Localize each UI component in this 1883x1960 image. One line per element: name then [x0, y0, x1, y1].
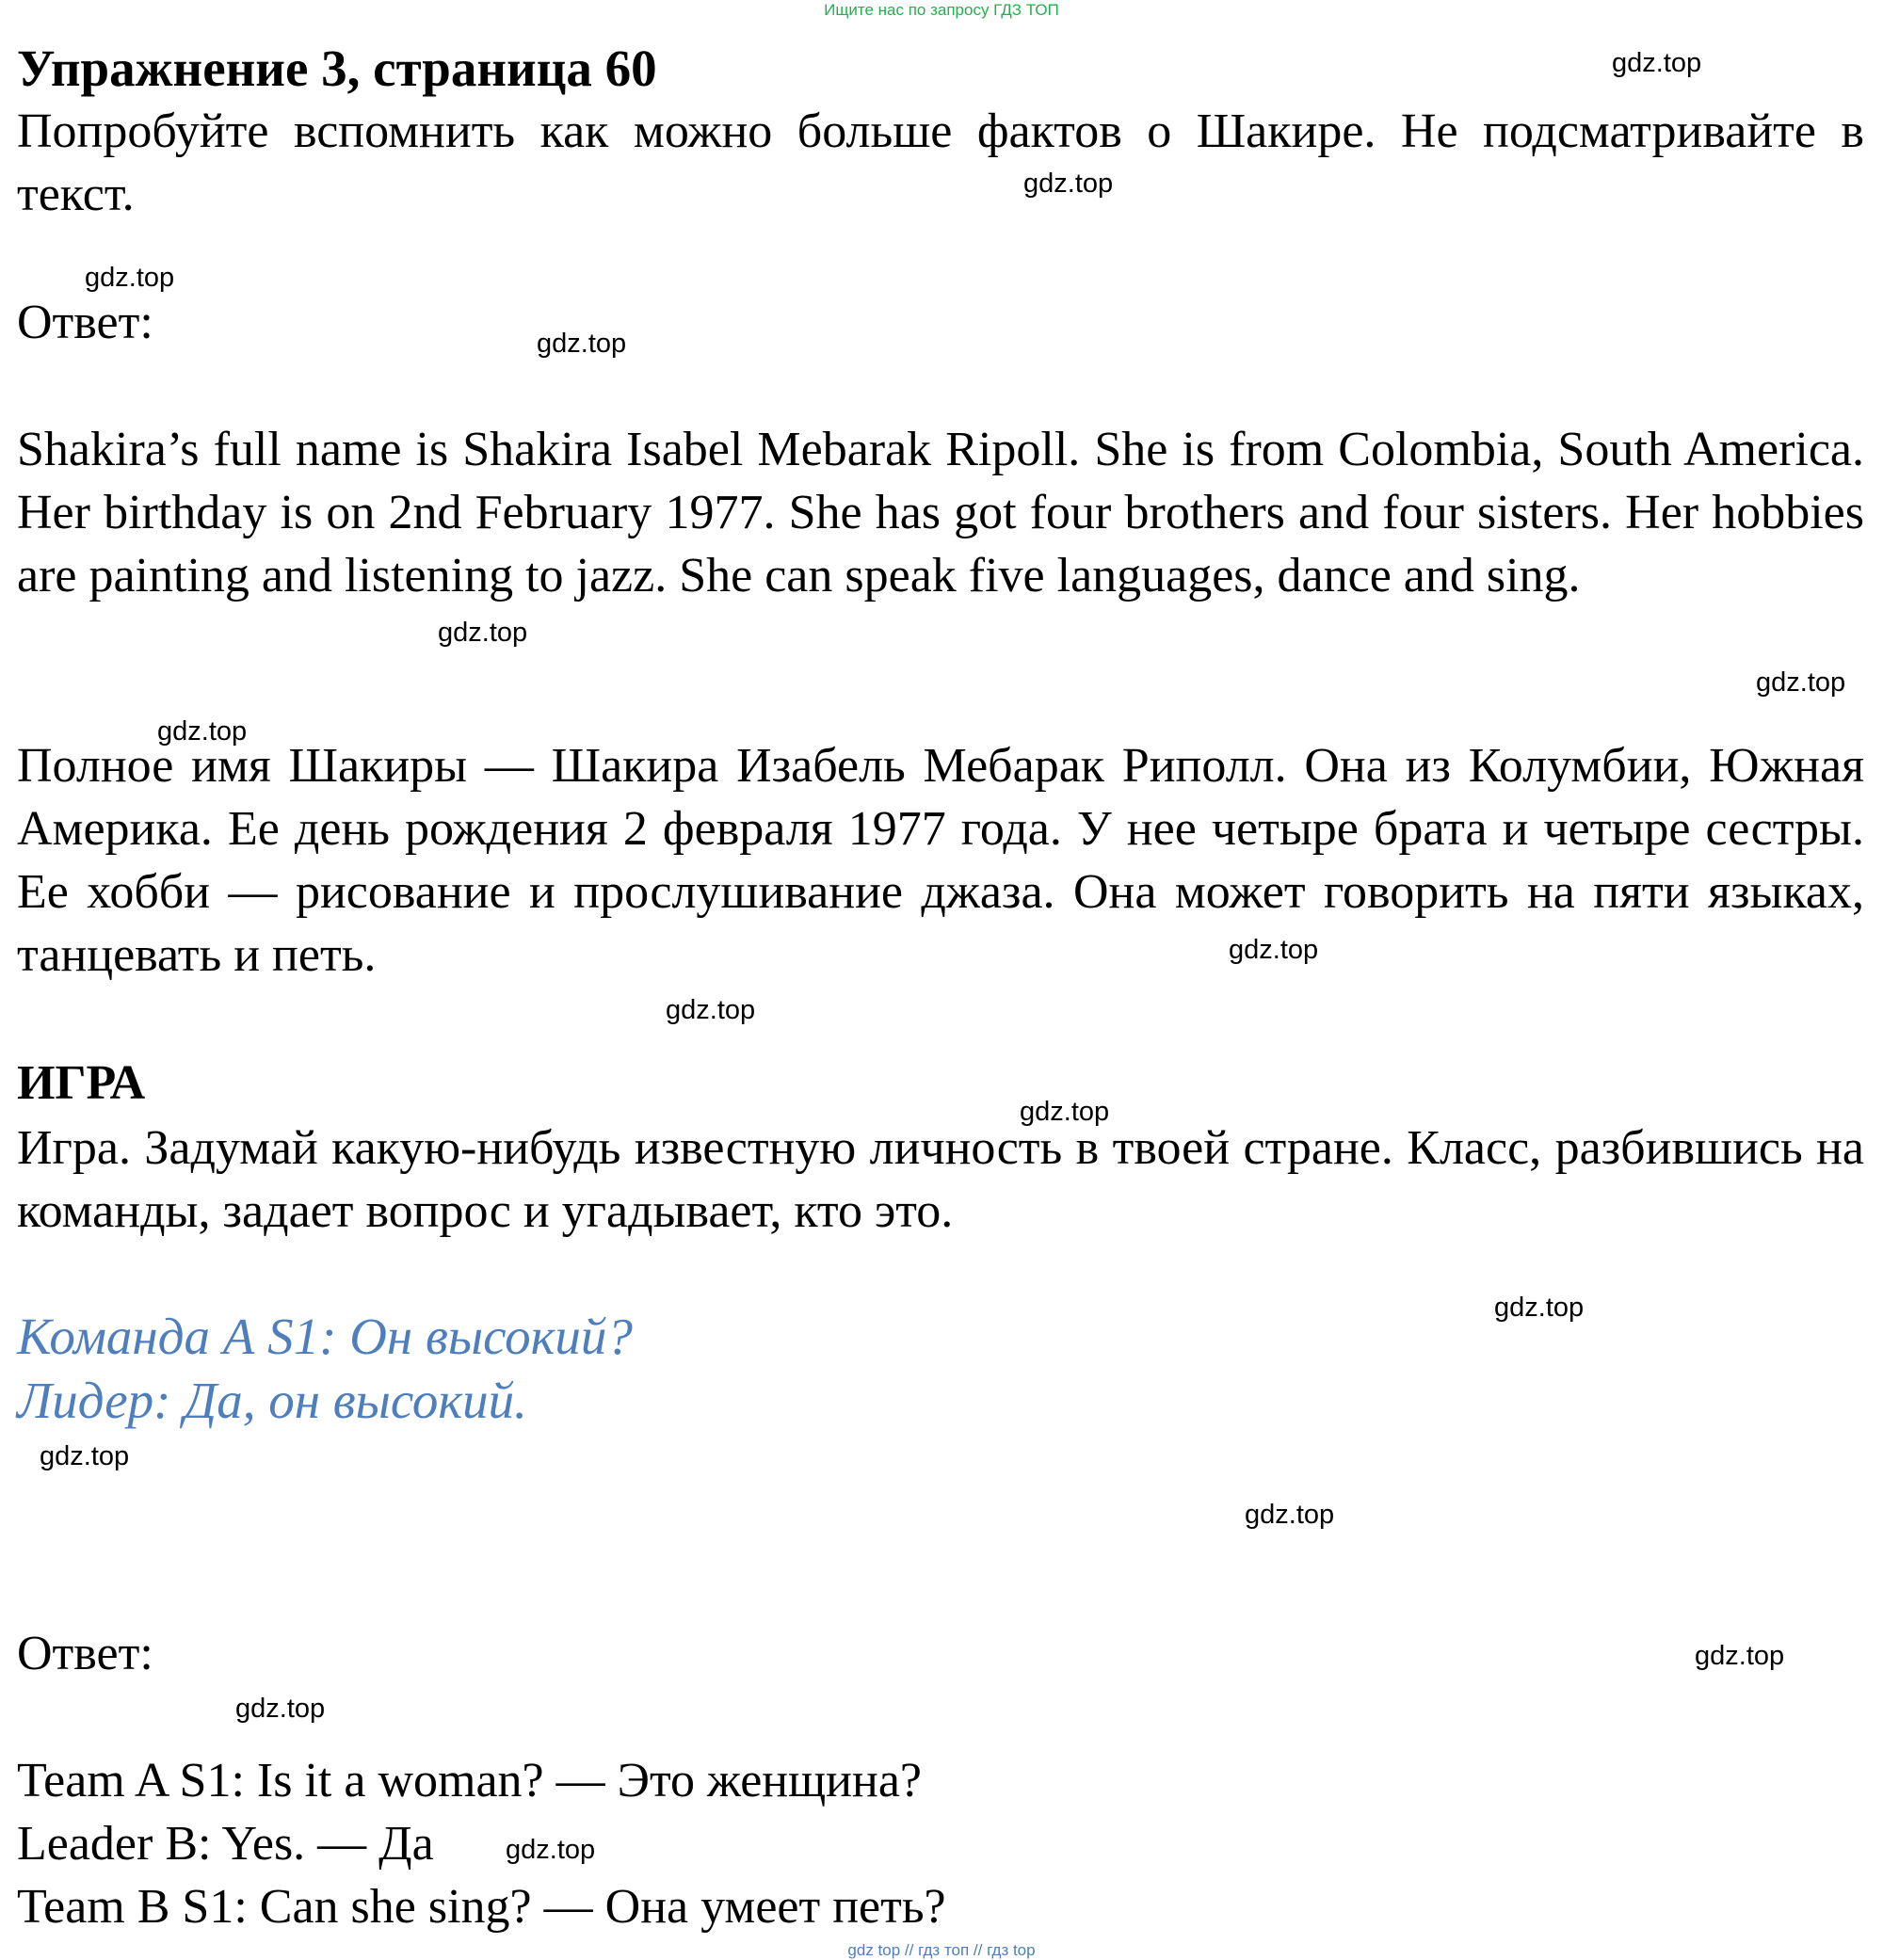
watermark: gdz.top	[85, 263, 175, 293]
watermark: gdz.top	[506, 1835, 596, 1865]
watermark: gdz.top	[1756, 667, 1846, 698]
watermark: gdz.top	[666, 995, 756, 1025]
top-banner: Ищите нас по запросу ГДЗ ТОП	[824, 1, 1059, 19]
game-task-text: Игра. Задумай какую-нибудь известную личность в твоей стране. Класс, разбившись на команды, задает вопрос и угадывает, кто это.	[17, 1121, 1864, 1238]
dialog-line: Team B S1: Can she sing? — Она умеет петь?	[17, 1880, 946, 1934]
example-line: Команда А S1: Он высокий?	[17, 1308, 633, 1365]
watermark: gdz.top	[537, 329, 627, 359]
example-line: Лидер: Да, он высокий.	[17, 1372, 527, 1429]
watermark: gdz.top	[40, 1441, 130, 1471]
dialog-line: Leader B: Yes. — Да	[17, 1817, 434, 1871]
watermark: gdz.top	[1229, 935, 1319, 965]
watermark: gdz.top	[235, 1694, 326, 1724]
english-paragraph: Shakira’s full name is Shakira Isabel Mebarak Ripoll. She is from Colombia, South America. Her birthday is on 2nd February 1977. She has got four brothers and four sisters. Her hobbies are painting and listening to jazz. She can speak five languages, dance and sing.	[17, 423, 1864, 602]
watermark: gdz.top	[1245, 1500, 1335, 1530]
watermark: gdz.top	[1020, 1097, 1110, 1127]
watermark: gdz.top	[438, 618, 528, 648]
answer-label-1: Ответ:	[17, 296, 153, 349]
game-heading: ИГРА	[17, 1056, 146, 1110]
watermark: gdz.top	[1695, 1641, 1785, 1671]
dialog-line: Team A S1: Is it a woman? — Это женщина?	[17, 1754, 922, 1807]
watermark: gdz.top	[157, 716, 248, 747]
exercise-title: Упражнение 3, страница 60	[17, 40, 657, 97]
watermark: gdz.top	[1494, 1293, 1585, 1323]
russian-paragraph: Полное имя Шакиры — Шакира Изабель Мебарак Риполл. Она из Колумбии, Южная Америка. Ее день рождения 2 февраля 1977 года. У нее четыре брата и четыре сестры. Ее хобби — рисование и прослушивание джаза. Она может говорить на пяти языках, танцевать и петь.	[17, 739, 1864, 982]
footer-watermark: gdz top // гдз топ // гдз top	[847, 1941, 1036, 1959]
answer-label-2: Ответ:	[17, 1627, 153, 1680]
task-text: Попробуйте вспомнить как можно больше фактов о Шакире. Не подсматривайте в текст.	[17, 104, 1864, 221]
watermark: gdz.top	[1612, 48, 1702, 78]
watermark: gdz.top	[1023, 169, 1114, 199]
